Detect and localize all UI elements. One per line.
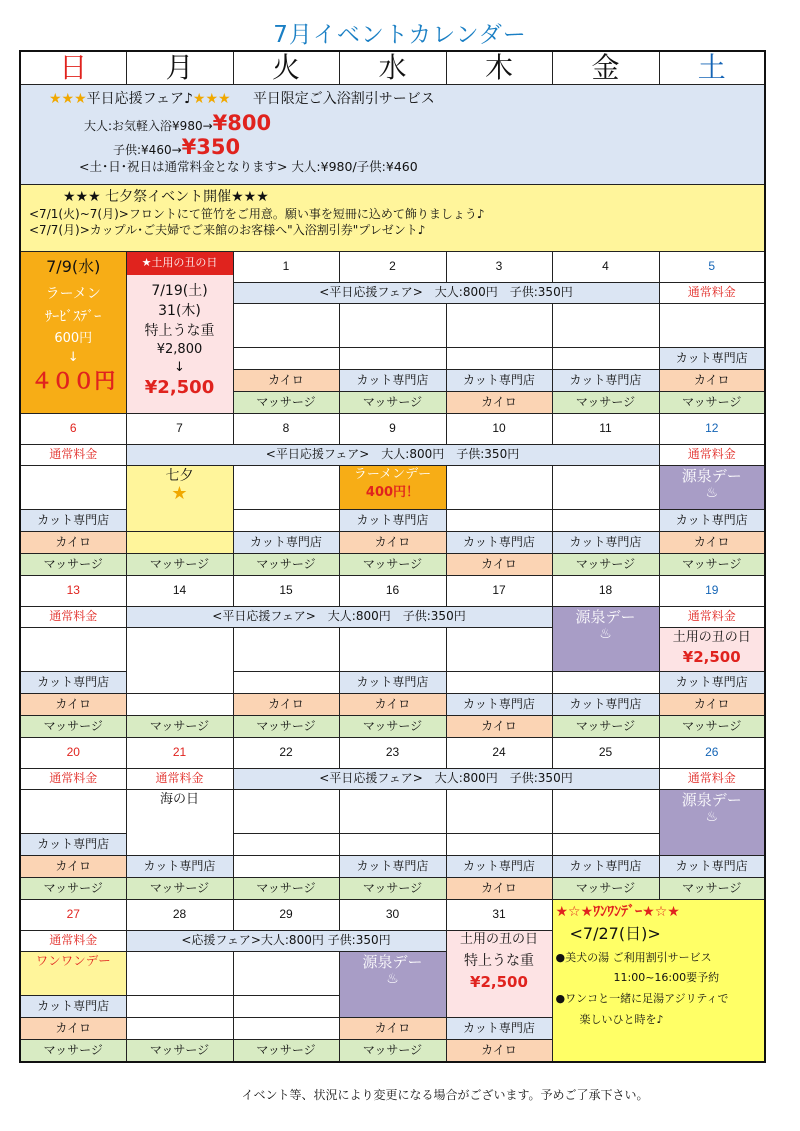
kairo-label: カイロ (20, 1018, 126, 1040)
promo-price: ¥2,500 (144, 376, 215, 398)
massage-label: マッサージ (552, 716, 659, 738)
massage-label: マッサージ (233, 392, 339, 414)
doyo-price: ¥2,500 (470, 973, 528, 992)
promo-price: ４００円 (31, 368, 116, 393)
adult-price-label: 大人:お気軽入浴¥980→ (84, 119, 213, 134)
massage-label: マッサージ (339, 392, 446, 414)
ramen-day-price: 400円！ (365, 485, 420, 501)
cut-shop-label: カット専門店 (659, 856, 765, 878)
normal-price-label: 通常料金 (659, 283, 765, 304)
promo-line: 7/19(土) (151, 282, 208, 299)
cut-shop-label: カット専門店 (20, 996, 126, 1018)
hot-spring-icon: ♨ (705, 809, 719, 826)
cut-shop-label: カット専門店 (20, 834, 126, 856)
kairo-label: カイロ (659, 694, 765, 716)
hot-spring-icon: ♨ (599, 626, 612, 643)
day-number: 24 (446, 738, 552, 769)
weekday-thu: 木 (446, 51, 552, 85)
kairo-label: カイロ (446, 878, 552, 900)
cut-shop-label: カット専門店 (659, 510, 765, 532)
tanabata-line-2: <7/7(月)>カップル･ご夫婦でご来館のお客様へ"入浴割引券"プレゼント♪ (29, 223, 426, 238)
day-number: 28 (126, 900, 233, 931)
cut-shop-label: カット専門店 (659, 348, 765, 370)
cut-shop-label: カット専門店 (659, 672, 765, 694)
cut-shop-label: カット専門店 (446, 370, 552, 392)
kairo-label: カイロ (446, 1040, 552, 1062)
cut-shop-label: カット専門店 (20, 510, 126, 532)
weekday-sun: 日 (20, 51, 126, 85)
massage-label: マッサージ (339, 554, 446, 576)
footer-note: イベント等、状況により変更になる場合がございます。予めご了承下さい。 (241, 1088, 649, 1102)
massage-label: マッサージ (126, 1040, 233, 1062)
day-number: 13 (20, 576, 126, 607)
onsen-day-label: 源泉デー (681, 467, 742, 486)
massage-label: マッサージ (20, 554, 126, 576)
cut-shop-label: カット専門店 (552, 370, 659, 392)
tanabata-cell (126, 466, 233, 532)
massage-label: マッサージ (339, 716, 446, 738)
promo-date: 7/9(水) (46, 257, 101, 277)
kairo-label: カイロ (446, 392, 552, 414)
normal-price-label: 通常料金 (659, 607, 765, 628)
tanabata-label: 七夕 (165, 468, 194, 485)
doyo-day-cell (446, 931, 552, 1018)
day-number: 22 (233, 738, 339, 769)
wanwan-day-cell (20, 952, 126, 996)
arrow-down-icon: ↓ (67, 349, 79, 365)
wanwan-heading: ★☆★ﾜﾝﾜﾝﾃﾞｰ★☆★ (555, 904, 680, 921)
weekday-header (20, 51, 765, 85)
weekday-tue: 火 (233, 51, 339, 85)
normal-price-label: 通常料金 (126, 769, 233, 790)
day-number: 26 (659, 738, 765, 769)
star-icon: ★★★ (49, 91, 87, 108)
doyo-day-cell (659, 628, 765, 672)
massage-label: マッサージ (659, 392, 765, 414)
cut-shop-label: カット専門店 (552, 856, 659, 878)
umi-no-hi-cell (126, 790, 233, 856)
kairo-label: カイロ (20, 694, 126, 716)
massage-label: マッサージ (233, 878, 339, 900)
day-number: 27 (20, 900, 126, 931)
normal-price-label: 通常料金 (20, 445, 126, 466)
cut-shop-label: カット専門店 (339, 510, 446, 532)
promo-line: ｻｰﾋﾞｽﾃﾞｰ (45, 308, 102, 325)
promo-heading: ★土用の丑の日 (127, 252, 233, 275)
weekday-wed: 水 (339, 51, 446, 85)
day-number: 19 (659, 576, 765, 607)
kairo-label: カイロ (233, 694, 339, 716)
arrow-down-icon: ↓ (174, 360, 185, 376)
kairo-label: カイロ (659, 532, 765, 554)
promo-line: 31(木) (158, 302, 201, 319)
unaju-label: 特上うな重 (464, 953, 534, 970)
onsen-day-cell (339, 952, 446, 1018)
event-calendar (19, 50, 766, 1063)
promo-line: ラーメン (45, 285, 101, 302)
onsen-day-cell (659, 790, 765, 856)
massage-label: マッサージ (126, 716, 233, 738)
fair-bar: <平日応援フェア> 大人:800円 子供:350円 (233, 769, 659, 790)
wanwan-line: ●美犬の湯 ご利用割引サービス (555, 950, 712, 964)
massage-label: マッサージ (126, 878, 233, 900)
adult-fair-price: ¥800 (212, 111, 272, 136)
star-icon: ★★★ (192, 91, 231, 108)
unagi-promo (126, 252, 233, 414)
day-number: 29 (233, 900, 339, 931)
normal-price-label: 通常料金 (659, 769, 765, 790)
day-number: 5 (659, 252, 765, 283)
child-fair-price: ¥350 (181, 135, 241, 160)
ramen-service-promo (20, 252, 126, 414)
cut-shop-label: カット専門店 (339, 672, 446, 694)
massage-label: マッサージ (233, 716, 339, 738)
day-number: 2 (339, 252, 446, 283)
day-number: 1 (233, 252, 339, 283)
ramen-day-label: ラーメンデー (353, 467, 432, 483)
day-number: 4 (552, 252, 659, 283)
massage-label: マッサージ (552, 554, 659, 576)
wanwan-line: 楽しいひと時を♪ (579, 1012, 664, 1026)
massage-label: マッサージ (339, 1040, 446, 1062)
weekday-fair-banner (20, 85, 765, 185)
doyo-label: 土用の丑の日 (459, 932, 538, 948)
kairo-label: カイロ (446, 554, 552, 576)
onsen-day-label: 源泉デー (681, 791, 742, 810)
kairo-label: カイロ (20, 532, 126, 554)
doyo-price: ¥2,500 (682, 648, 741, 667)
fair-bar: <平日応援フェア> 大人:800円 子供:350円 (126, 607, 552, 628)
cut-shop-label: カット専門店 (233, 532, 339, 554)
day-number: 15 (233, 576, 339, 607)
cut-shop-label: カット専門店 (446, 532, 552, 554)
day-number: 23 (339, 738, 446, 769)
ramen-day-cell (339, 466, 446, 510)
wanwan-line: ●ワンコと一緒に足湯アジリティで (555, 991, 729, 1005)
massage-label: マッサージ (659, 878, 765, 900)
child-price-label: 子供:¥460→ (113, 143, 182, 158)
fair-subheading: 平日限定ご入浴割引サービス (252, 91, 435, 108)
day-number: 3 (446, 252, 552, 283)
day-number: 25 (552, 738, 659, 769)
cut-shop-label: カット専門店 (446, 856, 552, 878)
day-number: 12 (659, 414, 765, 445)
day-number: 7 (126, 414, 233, 445)
onsen-day-cell (659, 466, 765, 510)
fair-heading: 平日応援フェア♪ (86, 91, 193, 108)
day-number: 14 (126, 576, 233, 607)
cut-shop-label: カット専門店 (339, 856, 446, 878)
weekend-price-note: <土･日･祝日は通常料金となります> 大人:¥980/子供:¥460 (79, 158, 418, 174)
massage-label: マッサージ (20, 1040, 126, 1062)
day-number: 18 (552, 576, 659, 607)
kairo-label: カイロ (20, 856, 126, 878)
kairo-label: カイロ (339, 694, 446, 716)
tanabata-banner (20, 185, 765, 252)
tanabata-heading: ★★★ 七夕祭イベント開催★★★ (63, 189, 269, 206)
cut-shop-label: カット専門店 (552, 694, 659, 716)
weekday-mon: 月 (126, 51, 233, 85)
day-number: 31 (446, 900, 552, 931)
umi-no-hi-label: 海の日 (159, 792, 199, 808)
wanwan-date: <7/27(日)> (569, 924, 661, 944)
onsen-day-cell (552, 607, 659, 672)
promo-line: 特上うな重 (144, 323, 215, 340)
massage-label: マッサージ (552, 878, 659, 900)
day-number: 8 (233, 414, 339, 445)
massage-label: マッサージ (339, 878, 446, 900)
cut-shop-label: カット専門店 (126, 856, 233, 878)
massage-label: マッサージ (20, 878, 126, 900)
day-number: 10 (446, 414, 552, 445)
promo-line: 600円 (54, 330, 93, 346)
kairo-label: カイロ (339, 1018, 446, 1040)
onsen-day-label: 源泉デー (575, 608, 636, 627)
cut-shop-label: カット専門店 (552, 532, 659, 554)
fair-bar: <応援フェア>大人:800円 子供:350円 (126, 931, 446, 952)
day-number: 16 (339, 576, 446, 607)
normal-price-label: 通常料金 (20, 607, 126, 628)
day-number: 20 (20, 738, 126, 769)
weekday-sat: 土 (659, 51, 765, 85)
normal-price-label: 通常料金 (20, 931, 126, 952)
day-number: 6 (20, 414, 126, 445)
cut-shop-label: カット専門店 (446, 1018, 552, 1040)
onsen-day-label: 源泉デー (362, 953, 423, 972)
massage-label: マッサージ (20, 716, 126, 738)
day-number: 11 (552, 414, 659, 445)
hot-spring-icon: ♨ (386, 971, 399, 988)
normal-price-label: 通常料金 (659, 445, 765, 466)
doyo-label: 土用の丑の日 (672, 630, 751, 646)
massage-label: マッサージ (659, 716, 765, 738)
massage-label: マッサージ (552, 392, 659, 414)
normal-price-label: 通常料金 (20, 769, 126, 790)
fair-bar: <平日応援フェア> 大人:800円 子供:350円 (233, 283, 659, 304)
kairo-label: カイロ (233, 370, 339, 392)
massage-label: マッサージ (233, 1040, 339, 1062)
massage-label: マッサージ (126, 554, 233, 576)
massage-label: マッサージ (659, 554, 765, 576)
day-number: 21 (126, 738, 233, 769)
kairo-label: カイロ (659, 370, 765, 392)
fair-bar: <平日応援フェア> 大人:800円 子供:350円 (126, 445, 659, 466)
day-number: 17 (446, 576, 552, 607)
kairo-label: カイロ (446, 716, 552, 738)
massage-label: マッサージ (233, 554, 339, 576)
wanwan-label: ワンワンデー (35, 953, 111, 969)
page-title: 7月イベントカレンダー (273, 22, 527, 48)
promo-line: ¥2,800 (156, 342, 203, 358)
wanwan-line: 11:00~16:00要予約 (613, 971, 720, 985)
weekday-fri: 金 (552, 51, 659, 85)
day-number: 9 (339, 414, 446, 445)
kairo-label: カイロ (339, 532, 446, 554)
tanabata-line-1: <7/1(火)~7(月)>フロントにて笹竹をご用意。願い事を短冊に込めて飾りましょう♪ (29, 207, 485, 222)
day-number: 30 (339, 900, 446, 931)
cut-shop-label: カット専門店 (20, 672, 126, 694)
cut-shop-label: カット専門店 (339, 370, 446, 392)
hot-spring-icon: ♨ (705, 485, 719, 502)
wanwan-day-box (552, 900, 765, 1062)
star-icon: ★ (171, 483, 188, 505)
cut-shop-label: カット専門店 (446, 694, 552, 716)
